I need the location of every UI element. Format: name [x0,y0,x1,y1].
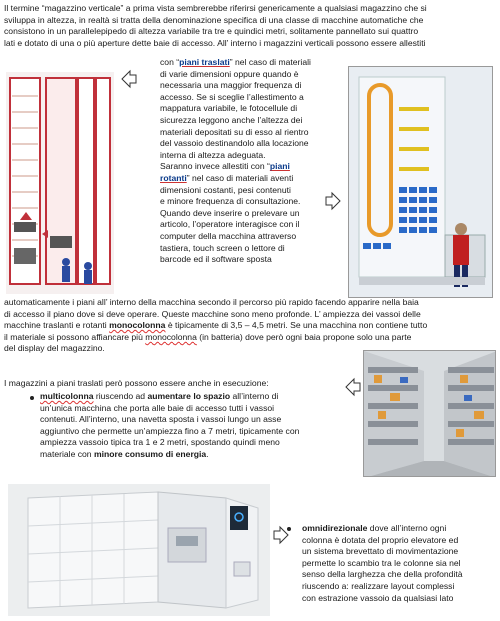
text-line: articolo, l’operatore interagisce con il [160,219,300,230]
text-line: del display del magazzino. [4,343,105,354]
text-line: del vassoio destinandolo alla locazione [160,138,309,149]
traslati-diagram-svg [6,72,114,294]
text-line: macchine traslanti e rotanti monocolonna è tipicamente di 3,5 – 4,5 metri. Se una macchina non contiene tutto [4,320,428,331]
figure-omnidirezionale-render [8,484,270,616]
text-line: aggiuntivo che permette un’ampiezza fino a 7 metri, tipicamente con [40,425,300,436]
text-line: Quando deve inserire o prelevare un [160,207,300,218]
arrow-left-icon [120,68,138,90]
text-line: materiali depositati su di esso al rientro [160,126,309,137]
bullet-marker [30,396,34,400]
text-line: sviluppa in altezza, in realtà si tratta della denominazione specifica di una classe di macchine automatiche che [4,14,424,25]
text-line: barcode ed il software sposta [160,254,272,265]
text-line: computer della macchina attraverso [160,230,297,241]
continuation-paragraph [4,297,496,355]
text-line: permette lo scambio tra le colonne sia nel [302,557,461,568]
text-line: con “piani traslati” nel caso di materiali [160,57,311,67]
text-line: interna di altezza adeguata. [160,149,266,160]
text-line: senso della larghezza che della profondità [302,569,463,580]
multicolonna-paragraph [40,391,346,461]
text-line: necessaria una maggior frequenza di [160,80,302,91]
text-line: rotanti” nel caso di materiali aventi [160,172,294,183]
text-line: materiale con minore consumo di energia. [40,448,209,459]
text-line: e minore frequenza di consultazione. [160,196,301,207]
text-line: il materiale si possono affiancare più monocolonna (in batteria) dove però ogni baia propone solo una parte [4,331,412,342]
term-omnidirezionale: omnidirezionale [302,523,368,533]
figure-multicolonna-photo [363,350,496,477]
text-line: sicurezza leggono anche l’altezza dei [160,114,303,125]
text-line: contenuti. All’interno, una navetta sposta i vassoi lungo un asse [40,414,282,425]
section2-intro: I magazzini a piani traslati però possono essere anche in esecuzione: [4,378,269,388]
omnidirezionale-paragraph [302,523,498,604]
term-piani-traslati: piani traslati [179,57,230,67]
term-multicolonna: multicolonna [40,391,94,401]
text-line: automaticamente i piani all’ interno della macchina secondo il percorso più rapido facendo apparire nella baia [4,297,419,307]
figure-rotanti-photo [348,66,493,298]
text-line: di accesso il piano dove si deve operare. Queste macchine sono meno profonde. L’ ampiezza dei vassoi delle [4,308,421,319]
term-minore-consumo: minore consumo di energia [93,448,207,459]
term-piani: piani [269,161,290,172]
text-line: un’unica macchina che porta alle baie di accesso tutti i vassoi [40,402,275,413]
arrow-left-icon [344,376,362,398]
term-monocolonna: monocolonna [109,320,166,331]
text-line: multicolonna riuscendo ad aumentare lo spazio all’interno di [40,391,279,401]
text-line: accesso. Se si sceglie l’allestimento a [160,91,304,102]
term-aumentare-spazio: aumentare lo spazio [147,391,231,401]
intro-paragraph [4,3,496,49]
text-line: Il termine “magazzino verticale” a prima vista sembrerebbe riferirsi genericamente a qualsiasi magazzino che si [4,3,427,13]
text-line: mappatura variabile, le fotocellule di [160,103,298,114]
figure-traslati-diagram [6,72,114,294]
text-line: consistono in un parallelepipedo di altezza variabile tra tre e quindici metri, solitamente pannellato sui quattro [4,26,419,37]
term-rotanti: rotanti [160,172,187,183]
text-line: lati e dotato di una o più aperture dette baie di accesso. All’ interno i magazzini verticali possono essere allestiti [4,37,426,48]
text-line: omnidirezionale dove all’interno ogni [302,523,447,533]
rotanti-photo-svg [349,67,493,298]
bullet-marker [287,527,291,531]
text-line: un sistema brevettato di movimentazione [302,546,459,557]
traslati-paragraph [160,57,358,266]
text-line: Saranno invece allestiti con “piani [160,161,290,172]
text-line: ampiezza vassoio tipica tra 1 e 2 metri, spostando quindi meno [40,437,280,448]
term-monocolonna: monocolonna [145,331,197,342]
text-line: colonna è dotata del proprio elevatore ed [302,534,459,545]
omnidirezionale-render-svg [8,484,270,616]
arrow-right-icon [324,190,342,212]
multicolonna-photo-svg [364,351,496,477]
text-line: di varie dimensioni oppure quando è [160,68,299,79]
text-line: tastiera, touch screen o lettore di [160,242,285,253]
text-line: con estrazione vassoio da qualsiasi lato [302,592,454,603]
text-line: riuscendo a: realizzare layout complessi [302,580,455,591]
text-line: dimensioni costanti, pesi contenuti [160,184,291,195]
